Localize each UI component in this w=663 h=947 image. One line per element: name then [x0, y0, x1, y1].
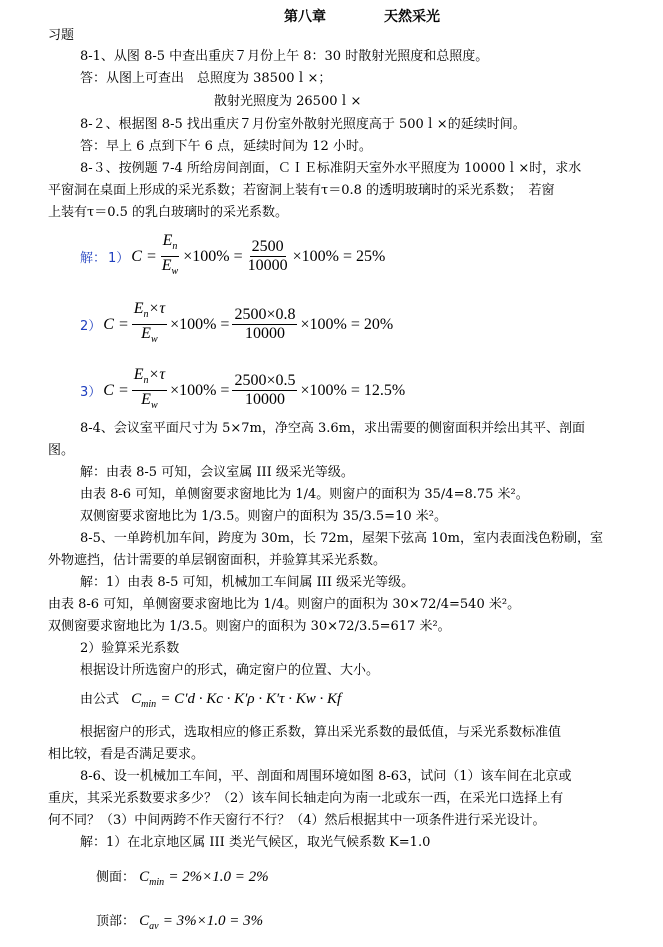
question-8-5-line1: 8-5、一单跨机加车间，跨度为 30m，长 72m，屋架下弦高 10m，室内表面浅色粉刷，室 [80, 531, 603, 546]
equation-3-result: ×100% = 12.5% [300, 381, 406, 399]
answer-8-1-line2: 散射光照度为 26500ｌ× [214, 94, 362, 109]
answer-8-5-line1: 解：1）由表 8-5 可知，机械加工车间属 III 级采光等级。 [80, 575, 415, 590]
equation-1 [80, 232, 385, 281]
question-8-3-line2: 平窗洞在桌面上形成的采光系数；若窗洞上装有τ＝0.8 的透明玻璃时的采光系数； 若窗 [48, 183, 555, 198]
answer-8-5-step2: 2）验算采光系数 [80, 641, 180, 656]
top-var: $C_{av}$ [139, 913, 159, 932]
equation-2-fraction-1: $\frac{E_n\times\tau}{E_w}$ [133, 300, 166, 346]
chapter-number: 第八章 [284, 9, 326, 25]
equation-2-tag: 2） [80, 319, 102, 335]
answer-8-4-line3: 双侧窗要求窗地比为 1/3.5。则窗户的面积为 35/3.5=10 米²。 [80, 509, 447, 524]
equation-3 [80, 366, 405, 415]
side-rhs: = 2%×1.0 = 2% [168, 869, 269, 885]
question-8-2: 8-２、根据图 8-5 找出重庆７月份室外散射光照度高于 500ｌ×的延续时间。 [80, 117, 526, 132]
equation-1-result: ×100% = 25% [292, 247, 386, 265]
equation-3-tag: 3） [80, 385, 102, 401]
equation-1-fraction-1: $\frac{E_n}{E_w}$ [161, 232, 179, 278]
equation-3-fraction-1: $\frac{E_n\times\tau}{E_w}$ [133, 366, 166, 412]
answer-8-6-line1: 解：1）在北京地区属 III 类光气候区，取光气候系数 K=1.0 [80, 835, 431, 850]
answer-8-4-line2: 由表 8-6 可知，单侧窗要求窗地比为 1/4。则窗户的面积为 35/4=8.75 米²。 [80, 487, 529, 502]
equation-2-fraction-2: $\frac{2500\times 0.8}{10000}$ [234, 306, 296, 343]
question-8-6-line3: 何不同？（3）中间两跨不作天窗行不行？（4）然后根据其中一项条件进行采光设计。 [48, 813, 546, 828]
question-8-4-line1: 8-4、会议室平面尺寸为 5×7m，净空高 3.6m，求出需要的侧窗面积并绘出其平、剖面 [80, 421, 585, 436]
top-window-equation [96, 912, 263, 936]
question-8-3-line3: 上装有τ＝0.5 的乳白玻璃时的采光系数。 [48, 205, 288, 220]
answer-8-5-line6: 相比较，看是否满足要求。 [48, 747, 205, 762]
formula-rhs: = C′d · Kc · K′ρ · K′τ · Kw · Kf [160, 691, 342, 707]
answer-8-5-line5: 根据窗户的形式，选取相应的修正系数，算出采光系数的最低值，与采光系数标准值 [80, 725, 562, 740]
question-8-1: 8-1、从图 8-5 中查出重庆７月份上午 8：30 时散射光照度和总照度。 [80, 49, 489, 64]
question-8-4-line2: 图。 [48, 443, 75, 458]
formula-lhs: $C_{min}$ [131, 691, 157, 710]
formula-line [80, 690, 341, 714]
answer-8-5-line3: 双侧窗要求窗地比为 1/3.5。则窗户的面积为 30×72/3.5=617 米²。 [48, 619, 451, 634]
side-var: $C_{min}$ [139, 869, 165, 888]
top-label: 顶部： [96, 914, 136, 929]
equation-3-lhs: C = [103, 381, 129, 399]
equation-1-tag: 1） [108, 251, 130, 267]
question-8-5-line2: 外物遮挡，估计需要的单层钢窗面积，并验算其采光系数。 [48, 553, 387, 568]
equation-2 [80, 300, 393, 349]
answer-8-5-line2: 由表 8-6 可知，单侧窗要求窗地比为 1/4。则窗户的面积为 30×72/4=540 米²。 [48, 597, 521, 612]
equation-3-fraction-2: $\frac{2500\times 0.5}{10000}$ [234, 372, 296, 409]
chapter-title: 天然采光 [384, 9, 440, 25]
answer-8-1-line1: 答：从图上可查出 总照度为 38500ｌ×； [80, 71, 332, 86]
equation-1-lhs: C = [131, 247, 157, 265]
formula-label: 由公式 [80, 692, 120, 707]
equation-2-lhs: C = [103, 315, 129, 333]
answer-8-2: 答：早上 6 点到下午 6 点，延续时间为 12 小时。 [80, 139, 372, 154]
equation-2-mid: ×100% = [170, 315, 230, 333]
question-8-3-line1: 8-３、按例题 7-4 所给房间剖面，ＣＩＥ标准阴天室外水平照度为 10000ｌ×时，求水 [80, 161, 582, 176]
answer-8-5-line4: 根据设计所选窗户的形式，确定窗户的位置、大小。 [80, 663, 380, 678]
side-label: 侧面： [96, 870, 136, 885]
top-rhs: = 3%×1.0 = 3% [162, 913, 264, 929]
equation-1-mid: ×100% = [183, 247, 243, 265]
answer-8-4-line1: 解：由表 8-5 可知，会议室属 III 级采光等级。 [80, 465, 354, 480]
question-8-6-line1: 8-6、设一机械加工车间，平、剖面和周围环境如图 8-63，试问（1）该车间在北京或 [80, 769, 572, 784]
equation-1-fraction-2: $\frac{2500}{10000}$ [247, 238, 288, 275]
solution-label: 解： [80, 251, 107, 267]
side-window-equation [96, 868, 269, 892]
equation-2-result: ×100% = 20% [300, 315, 394, 333]
equation-3-mid: ×100% = [170, 381, 230, 399]
section-heading: 习题 [48, 28, 75, 43]
question-8-6-line2: 重庆，其采光系数要求多少？（2）该车间长轴走向为南一北或东一西，在采光口选择上有 [48, 791, 564, 806]
